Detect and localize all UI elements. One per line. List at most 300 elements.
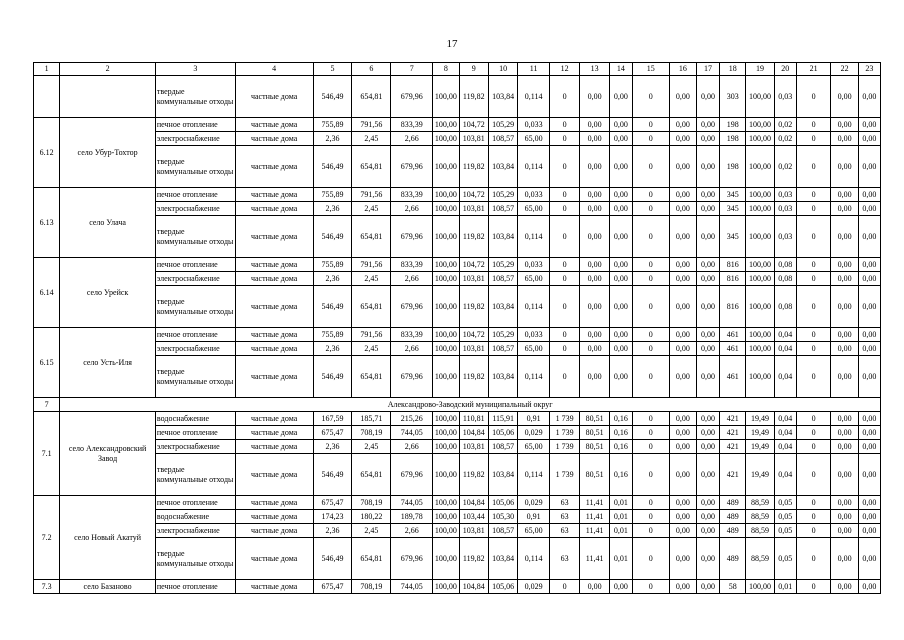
column-number: 4 bbox=[235, 63, 313, 76]
row-number: 7.3 bbox=[34, 580, 60, 594]
value-cell: 1 739 bbox=[549, 440, 579, 454]
service-type: электроснабжение bbox=[155, 202, 235, 216]
value-cell: 0,05 bbox=[774, 524, 796, 538]
value-cell: 0,16 bbox=[609, 454, 632, 496]
value-cell: 0 bbox=[632, 524, 669, 538]
value-cell: 0,00 bbox=[580, 356, 609, 398]
value-cell: 198 bbox=[720, 132, 746, 146]
value-cell: 0,00 bbox=[696, 118, 719, 132]
value-cell: 105,30 bbox=[488, 510, 517, 524]
housing-type: частные дома bbox=[235, 440, 313, 454]
value-cell: 0,00 bbox=[609, 188, 632, 202]
housing-type: частные дома bbox=[235, 496, 313, 510]
value-cell: 0,00 bbox=[669, 510, 696, 524]
column-number: 3 bbox=[155, 63, 235, 76]
value-cell: 0 bbox=[796, 454, 831, 496]
value-cell: 2,36 bbox=[313, 272, 352, 286]
value-cell: 19,49 bbox=[746, 426, 774, 440]
column-number: 11 bbox=[518, 63, 550, 76]
settlement-name: село Базаново bbox=[60, 580, 156, 594]
value-cell: 100,00 bbox=[746, 342, 774, 356]
value-cell: 180,22 bbox=[352, 510, 391, 524]
value-cell: 0 bbox=[549, 76, 579, 118]
value-cell: 0,114 bbox=[518, 216, 550, 258]
value-cell: 0,91 bbox=[518, 412, 550, 426]
value-cell: 58 bbox=[720, 580, 746, 594]
value-cell: 0,00 bbox=[609, 286, 632, 328]
value-cell: 0,01 bbox=[609, 510, 632, 524]
value-cell: 0,00 bbox=[696, 272, 719, 286]
value-cell: 0 bbox=[796, 356, 831, 398]
value-cell: 0,114 bbox=[518, 538, 550, 580]
value-cell: 0 bbox=[632, 146, 669, 188]
value-cell: 0,00 bbox=[609, 342, 632, 356]
value-cell: 0,00 bbox=[580, 188, 609, 202]
value-cell: 88,59 bbox=[746, 524, 774, 538]
value-cell: 0,114 bbox=[518, 76, 550, 118]
table-row bbox=[34, 188, 881, 202]
value-cell: 0,91 bbox=[518, 510, 550, 524]
value-cell: 0,05 bbox=[774, 496, 796, 510]
table-row bbox=[34, 356, 881, 398]
value-cell: 0,00 bbox=[858, 202, 880, 216]
value-cell: 0,00 bbox=[858, 132, 880, 146]
value-cell: 103,84 bbox=[488, 146, 517, 188]
row-number bbox=[34, 76, 60, 118]
value-cell: 100,00 bbox=[433, 440, 459, 454]
column-number: 17 bbox=[696, 63, 719, 76]
value-cell: 654,81 bbox=[352, 286, 391, 328]
value-cell: 0,03 bbox=[774, 188, 796, 202]
service-type: твердые коммунальные отходы bbox=[155, 146, 235, 188]
value-cell: 0 bbox=[632, 216, 669, 258]
value-cell: 0,00 bbox=[831, 342, 858, 356]
table-row bbox=[34, 440, 881, 454]
value-cell: 0,00 bbox=[580, 342, 609, 356]
service-type: твердые коммунальные отходы bbox=[155, 538, 235, 580]
value-cell: 100,00 bbox=[433, 426, 459, 440]
value-cell: 654,81 bbox=[352, 538, 391, 580]
table-body bbox=[34, 63, 881, 594]
value-cell: 0 bbox=[796, 132, 831, 146]
value-cell: 0,00 bbox=[858, 454, 880, 496]
value-cell: 0,00 bbox=[696, 356, 719, 398]
value-cell: 198 bbox=[720, 118, 746, 132]
column-number: 23 bbox=[858, 63, 880, 76]
value-cell: 100,00 bbox=[433, 580, 459, 594]
value-cell: 0 bbox=[632, 454, 669, 496]
value-cell: 0,00 bbox=[669, 216, 696, 258]
value-cell: 791,56 bbox=[352, 258, 391, 272]
value-cell: 546,49 bbox=[313, 216, 352, 258]
value-cell: 100,00 bbox=[433, 356, 459, 398]
housing-type: частные дома bbox=[235, 272, 313, 286]
value-cell: 0,00 bbox=[669, 202, 696, 216]
value-cell: 19,49 bbox=[746, 412, 774, 426]
value-cell: 0 bbox=[632, 272, 669, 286]
column-number: 8 bbox=[433, 63, 459, 76]
value-cell: 2,36 bbox=[313, 202, 352, 216]
service-type: печное отопление bbox=[155, 118, 235, 132]
value-cell: 0,00 bbox=[580, 272, 609, 286]
value-cell: 108,57 bbox=[488, 272, 517, 286]
value-cell: 0 bbox=[796, 440, 831, 454]
value-cell: 0,00 bbox=[858, 426, 880, 440]
tariff-table bbox=[33, 62, 881, 594]
value-cell: 0,114 bbox=[518, 286, 550, 328]
value-cell: 103,81 bbox=[459, 202, 488, 216]
value-cell: 421 bbox=[720, 412, 746, 426]
value-cell: 2,45 bbox=[352, 440, 391, 454]
value-cell: 0 bbox=[796, 258, 831, 272]
value-cell: 679,96 bbox=[391, 146, 433, 188]
value-cell: 0,00 bbox=[858, 412, 880, 426]
value-cell: 546,49 bbox=[313, 454, 352, 496]
value-cell: 0,05 bbox=[774, 510, 796, 524]
housing-type: частные дома bbox=[235, 342, 313, 356]
value-cell: 63 bbox=[549, 496, 579, 510]
value-cell: 0 bbox=[549, 188, 579, 202]
value-cell: 19,49 bbox=[746, 440, 774, 454]
value-cell: 0 bbox=[632, 510, 669, 524]
value-cell: 0 bbox=[796, 496, 831, 510]
value-cell: 0,00 bbox=[858, 76, 880, 118]
housing-type: частные дома bbox=[235, 412, 313, 426]
value-cell: 708,19 bbox=[352, 496, 391, 510]
value-cell: 755,89 bbox=[313, 188, 352, 202]
value-cell: 546,49 bbox=[313, 76, 352, 118]
value-cell: 0 bbox=[796, 216, 831, 258]
value-cell: 0,00 bbox=[669, 328, 696, 342]
value-cell: 103,84 bbox=[488, 538, 517, 580]
value-cell: 0,00 bbox=[696, 538, 719, 580]
service-type: печное отопление bbox=[155, 188, 235, 202]
value-cell: 105,06 bbox=[488, 426, 517, 440]
value-cell: 791,56 bbox=[352, 188, 391, 202]
value-cell: 0 bbox=[796, 412, 831, 426]
value-cell: 0,00 bbox=[669, 524, 696, 538]
value-cell: 0,00 bbox=[580, 328, 609, 342]
value-cell: 0,00 bbox=[858, 146, 880, 188]
value-cell: 708,19 bbox=[352, 426, 391, 440]
value-cell: 0,033 bbox=[518, 118, 550, 132]
value-cell: 0,04 bbox=[774, 356, 796, 398]
value-cell: 0,00 bbox=[609, 328, 632, 342]
value-cell: 105,29 bbox=[488, 118, 517, 132]
value-cell: 108,57 bbox=[488, 440, 517, 454]
value-cell: 0,03 bbox=[774, 216, 796, 258]
value-cell: 303 bbox=[720, 76, 746, 118]
value-cell: 0,00 bbox=[858, 580, 880, 594]
value-cell: 0,00 bbox=[580, 216, 609, 258]
service-type: электроснабжение bbox=[155, 342, 235, 356]
value-cell: 0,00 bbox=[669, 412, 696, 426]
value-cell: 100,00 bbox=[433, 76, 459, 118]
value-cell: 100,00 bbox=[746, 356, 774, 398]
value-cell: 0 bbox=[796, 328, 831, 342]
value-cell: 119,82 bbox=[459, 454, 488, 496]
table-row bbox=[34, 146, 881, 188]
value-cell: 0,00 bbox=[669, 538, 696, 580]
value-cell: 0,00 bbox=[609, 580, 632, 594]
value-cell: 0,00 bbox=[669, 146, 696, 188]
value-cell: 675,47 bbox=[313, 496, 352, 510]
housing-type: частные дома bbox=[235, 328, 313, 342]
value-cell: 1 739 bbox=[549, 454, 579, 496]
value-cell: 19,49 bbox=[746, 454, 774, 496]
value-cell: 0 bbox=[632, 118, 669, 132]
housing-type: частные дома bbox=[235, 426, 313, 440]
value-cell: 0,00 bbox=[669, 454, 696, 496]
value-cell: 100,00 bbox=[746, 76, 774, 118]
value-cell: 100,00 bbox=[746, 258, 774, 272]
value-cell: 461 bbox=[720, 356, 746, 398]
value-cell: 108,57 bbox=[488, 132, 517, 146]
value-cell: 546,49 bbox=[313, 286, 352, 328]
value-cell: 461 bbox=[720, 328, 746, 342]
value-cell: 679,96 bbox=[391, 538, 433, 580]
value-cell: 65,00 bbox=[518, 272, 550, 286]
value-cell: 100,00 bbox=[746, 216, 774, 258]
value-cell: 0 bbox=[796, 202, 831, 216]
value-cell: 0,00 bbox=[831, 328, 858, 342]
value-cell: 0 bbox=[796, 118, 831, 132]
value-cell: 104,72 bbox=[459, 258, 488, 272]
value-cell: 108,57 bbox=[488, 342, 517, 356]
value-cell: 103,81 bbox=[459, 440, 488, 454]
column-number: 14 bbox=[609, 63, 632, 76]
value-cell: 0,114 bbox=[518, 454, 550, 496]
value-cell: 0,00 bbox=[696, 286, 719, 328]
value-cell: 2,36 bbox=[313, 524, 352, 538]
table-row bbox=[34, 216, 881, 258]
value-cell: 546,49 bbox=[313, 538, 352, 580]
value-cell: 108,57 bbox=[488, 202, 517, 216]
table-row bbox=[34, 272, 881, 286]
value-cell: 103,81 bbox=[459, 272, 488, 286]
value-cell: 100,00 bbox=[746, 286, 774, 328]
value-cell: 119,82 bbox=[459, 216, 488, 258]
value-cell: 679,96 bbox=[391, 286, 433, 328]
settlement-name: село Улача bbox=[60, 188, 156, 258]
value-cell: 2,45 bbox=[352, 524, 391, 538]
value-cell: 2,45 bbox=[352, 202, 391, 216]
table-row bbox=[34, 426, 881, 440]
value-cell: 489 bbox=[720, 538, 746, 580]
value-cell: 755,89 bbox=[313, 118, 352, 132]
value-cell: 0,04 bbox=[774, 454, 796, 496]
value-cell: 744,05 bbox=[391, 496, 433, 510]
section-row bbox=[34, 398, 881, 412]
value-cell: 104,72 bbox=[459, 118, 488, 132]
service-type: твердые коммунальные отходы bbox=[155, 356, 235, 398]
table-row bbox=[34, 496, 881, 510]
value-cell: 0 bbox=[549, 202, 579, 216]
value-cell: 167,59 bbox=[313, 412, 352, 426]
value-cell: 0,00 bbox=[858, 538, 880, 580]
table-row bbox=[34, 510, 881, 524]
value-cell: 0,033 bbox=[518, 258, 550, 272]
housing-type: частные дома bbox=[235, 188, 313, 202]
value-cell: 88,59 bbox=[746, 496, 774, 510]
value-cell: 65,00 bbox=[518, 342, 550, 356]
housing-type: частные дома bbox=[235, 580, 313, 594]
value-cell: 0,01 bbox=[609, 524, 632, 538]
value-cell: 0,16 bbox=[609, 412, 632, 426]
service-type: твердые коммунальные отходы bbox=[155, 286, 235, 328]
housing-type: частные дома bbox=[235, 258, 313, 272]
service-type: электроснабжение bbox=[155, 132, 235, 146]
value-cell: 0 bbox=[549, 286, 579, 328]
row-number: 7.2 bbox=[34, 496, 60, 580]
value-cell: 2,45 bbox=[352, 132, 391, 146]
housing-type: частные дома bbox=[235, 76, 313, 118]
value-cell: 100,00 bbox=[433, 328, 459, 342]
service-type: водоснабжение bbox=[155, 510, 235, 524]
service-type: печное отопление bbox=[155, 328, 235, 342]
column-number: 20 bbox=[774, 63, 796, 76]
value-cell: 104,84 bbox=[459, 580, 488, 594]
value-cell: 0,00 bbox=[669, 258, 696, 272]
service-type: водоснабжение bbox=[155, 412, 235, 426]
value-cell: 489 bbox=[720, 524, 746, 538]
value-cell: 2,36 bbox=[313, 440, 352, 454]
value-cell: 0,033 bbox=[518, 328, 550, 342]
value-cell: 0 bbox=[549, 356, 579, 398]
value-cell: 816 bbox=[720, 286, 746, 328]
value-cell: 546,49 bbox=[313, 356, 352, 398]
value-cell: 0 bbox=[796, 510, 831, 524]
value-cell: 791,56 bbox=[352, 328, 391, 342]
value-cell: 0,00 bbox=[831, 580, 858, 594]
value-cell: 100,00 bbox=[746, 118, 774, 132]
housing-type: частные дома bbox=[235, 216, 313, 258]
value-cell: 0,00 bbox=[696, 202, 719, 216]
value-cell: 0 bbox=[632, 538, 669, 580]
value-cell: 100,00 bbox=[746, 272, 774, 286]
row-number: 6.14 bbox=[34, 258, 60, 328]
value-cell: 0,00 bbox=[831, 76, 858, 118]
column-number: 6 bbox=[352, 63, 391, 76]
value-cell: 0,00 bbox=[696, 132, 719, 146]
value-cell: 675,47 bbox=[313, 580, 352, 594]
column-number: 19 bbox=[746, 63, 774, 76]
value-cell: 791,56 bbox=[352, 118, 391, 132]
value-cell: 11,41 bbox=[580, 510, 609, 524]
value-cell: 0,00 bbox=[858, 118, 880, 132]
value-cell: 11,41 bbox=[580, 538, 609, 580]
value-cell: 0,00 bbox=[831, 286, 858, 328]
value-cell: 0,00 bbox=[696, 496, 719, 510]
value-cell: 0,00 bbox=[669, 118, 696, 132]
value-cell: 654,81 bbox=[352, 356, 391, 398]
value-cell: 0,08 bbox=[774, 286, 796, 328]
value-cell: 833,39 bbox=[391, 188, 433, 202]
value-cell: 0,00 bbox=[858, 188, 880, 202]
value-cell: 0,00 bbox=[609, 216, 632, 258]
service-type: печное отопление bbox=[155, 258, 235, 272]
column-number: 1 bbox=[34, 63, 60, 76]
section-number: 7 bbox=[34, 398, 60, 412]
value-cell: 0 bbox=[632, 202, 669, 216]
column-number: 5 bbox=[313, 63, 352, 76]
settlement-name bbox=[60, 76, 156, 118]
value-cell: 0,08 bbox=[774, 272, 796, 286]
value-cell: 833,39 bbox=[391, 258, 433, 272]
value-cell: 0,03 bbox=[774, 202, 796, 216]
table-row bbox=[34, 258, 881, 272]
value-cell: 88,59 bbox=[746, 538, 774, 580]
value-cell: 0 bbox=[796, 272, 831, 286]
value-cell: 103,81 bbox=[459, 524, 488, 538]
value-cell: 103,84 bbox=[488, 454, 517, 496]
value-cell: 11,41 bbox=[580, 496, 609, 510]
value-cell: 103,81 bbox=[459, 342, 488, 356]
value-cell: 755,89 bbox=[313, 258, 352, 272]
value-cell: 63 bbox=[549, 510, 579, 524]
value-cell: 0 bbox=[632, 496, 669, 510]
column-number: 9 bbox=[459, 63, 488, 76]
value-cell: 110,81 bbox=[459, 412, 488, 426]
value-cell: 100,00 bbox=[433, 496, 459, 510]
value-cell: 489 bbox=[720, 496, 746, 510]
value-cell: 0,05 bbox=[774, 538, 796, 580]
value-cell: 2,45 bbox=[352, 272, 391, 286]
value-cell: 489 bbox=[720, 510, 746, 524]
table-row bbox=[34, 454, 881, 496]
value-cell: 0,00 bbox=[831, 132, 858, 146]
value-cell: 100,00 bbox=[746, 580, 774, 594]
service-type: электроснабжение bbox=[155, 524, 235, 538]
value-cell: 0,00 bbox=[831, 524, 858, 538]
value-cell: 0,08 bbox=[774, 258, 796, 272]
value-cell: 654,81 bbox=[352, 216, 391, 258]
column-number: 22 bbox=[831, 63, 858, 76]
service-type: твердые коммунальные отходы bbox=[155, 216, 235, 258]
value-cell: 0 bbox=[632, 258, 669, 272]
value-cell: 104,72 bbox=[459, 188, 488, 202]
value-cell: 65,00 bbox=[518, 440, 550, 454]
value-cell: 654,81 bbox=[352, 76, 391, 118]
table-row bbox=[34, 580, 881, 594]
value-cell: 104,72 bbox=[459, 328, 488, 342]
value-cell: 0,00 bbox=[580, 76, 609, 118]
value-cell: 0,00 bbox=[831, 426, 858, 440]
column-number: 12 bbox=[549, 63, 579, 76]
value-cell: 0,00 bbox=[831, 188, 858, 202]
value-cell: 0,00 bbox=[858, 496, 880, 510]
service-type: печное отопление bbox=[155, 426, 235, 440]
value-cell: 0,00 bbox=[696, 258, 719, 272]
value-cell: 0,00 bbox=[858, 524, 880, 538]
value-cell: 0,00 bbox=[696, 412, 719, 426]
value-cell: 0,029 bbox=[518, 580, 550, 594]
value-cell: 105,06 bbox=[488, 580, 517, 594]
value-cell: 100,00 bbox=[433, 342, 459, 356]
value-cell: 0 bbox=[796, 188, 831, 202]
value-cell: 708,19 bbox=[352, 580, 391, 594]
value-cell: 0,00 bbox=[831, 216, 858, 258]
value-cell: 0 bbox=[549, 216, 579, 258]
value-cell: 100,00 bbox=[433, 272, 459, 286]
value-cell: 105,06 bbox=[488, 496, 517, 510]
value-cell: 0,00 bbox=[858, 440, 880, 454]
value-cell: 2,66 bbox=[391, 272, 433, 286]
value-cell: 0,00 bbox=[858, 510, 880, 524]
page-number: 17 bbox=[446, 38, 458, 50]
value-cell: 0 bbox=[796, 538, 831, 580]
value-cell: 679,96 bbox=[391, 216, 433, 258]
